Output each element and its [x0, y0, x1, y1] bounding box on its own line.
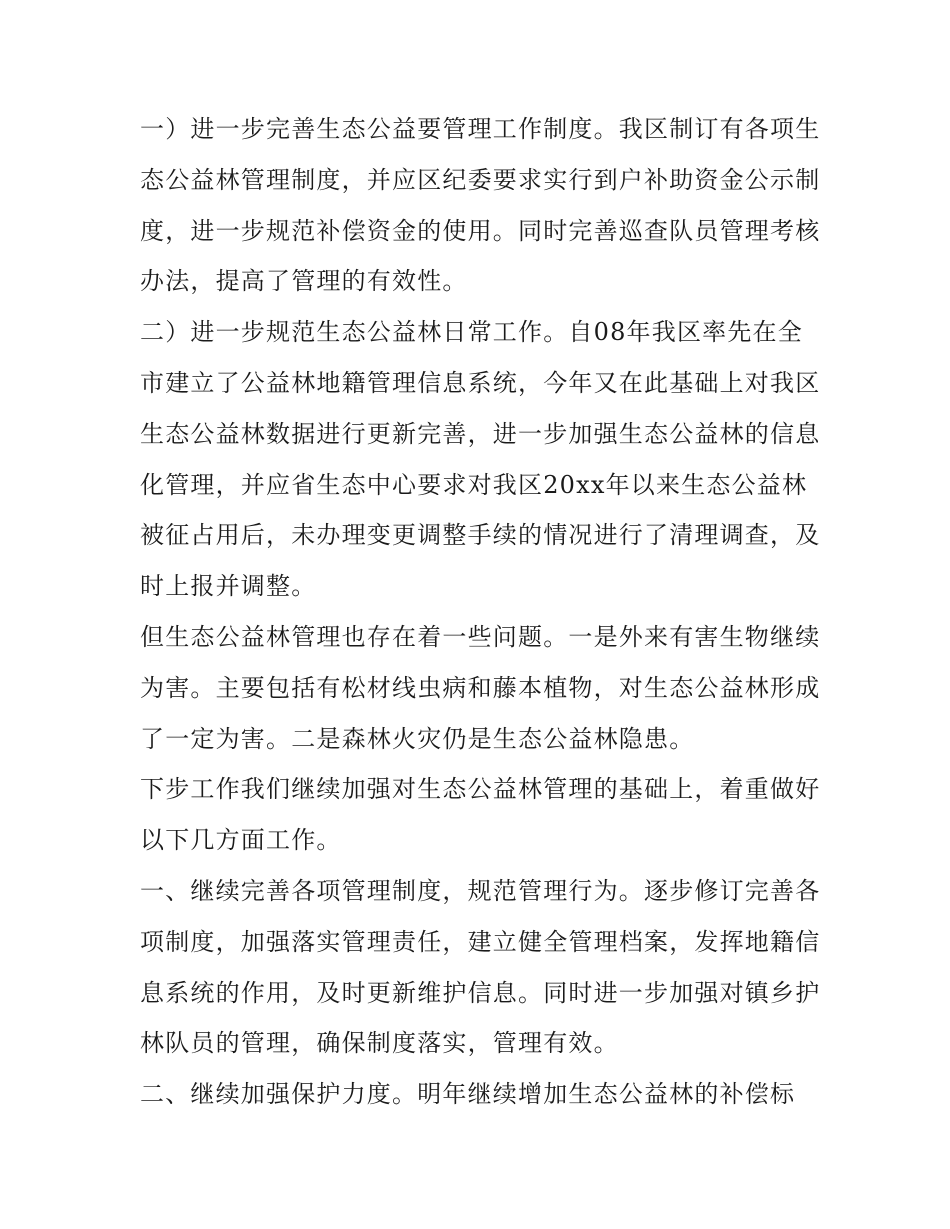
paragraph-2-line-4: 化管理，并应省生态中心要求对我区20xx年以来生态公益林	[140, 470, 808, 499]
paragraph-5-line-1: 一、继续完善各项管理制度，规范管理行为。逐步修订完善各	[140, 876, 821, 905]
paragraph-3-line-2: 为害。主要包括有松材线虫病和藤本植物，对生态公益林形成	[140, 673, 821, 702]
paragraph-3-line-1: 但生态公益林管理也存在着一些问题。一是外来有害生物继续	[140, 622, 821, 651]
paragraph-2-line-3: 生态公益林数据进行更新完善，进一步加强生态公益林的信息	[140, 419, 821, 448]
paragraph-4-line-2: 以下几方面工作。	[140, 826, 342, 855]
paragraph-5-line-2: 项制度，加强落实管理责任，建立健全管理档案，发挥地籍信	[140, 927, 821, 956]
paragraph-1-line-1: 一）进一步完善生态公益要管理工作制度。我区制订有各项生	[140, 115, 821, 143]
paragraph-2-line-1: 二）进一步规范生态公益林日常工作。自08年我区率先在全	[140, 318, 803, 347]
paragraph-5-line-3: 息系统的作用，及时更新维护信息。同时进一步加强对镇乡护	[140, 978, 821, 1007]
paragraph-6-line-1: 二、继续加强保护力度。明年继续增加生态公益林的补偿标	[140, 1080, 796, 1109]
paragraph-1-line-3: 度，进一步规范补偿资金的使用。同时完善巡查队员管理考核	[140, 216, 821, 245]
paragraph-3-line-3: 了一定为害。二是森林火灾仍是生态公益林隐患。	[140, 724, 695, 753]
paragraph-2-line-2: 市建立了公益林地籍管理信息系统，今年又在此基础上对我区	[140, 368, 821, 397]
paragraph-1-line-4: 办法，提高了管理的有效性。	[140, 267, 468, 296]
paragraph-1-line-2: 态公益林管理制度，并应区纪委要求实行到户补助资金公示制	[140, 165, 821, 194]
paragraph-4-line-1: 下步工作我们继续加强对生态公益林管理的基础上，着重做好	[140, 775, 821, 804]
document-body	[140, 104, 820, 1120]
paragraph-2-line-5: 被征占用后，未办理变更调整手续的情况进行了清理调查，及	[140, 521, 821, 550]
paragraph-2-line-6: 时上报并调整。	[140, 572, 317, 601]
paragraph-5-line-4: 林队员的管理，确保制度落实，管理有效。	[140, 1029, 619, 1058]
